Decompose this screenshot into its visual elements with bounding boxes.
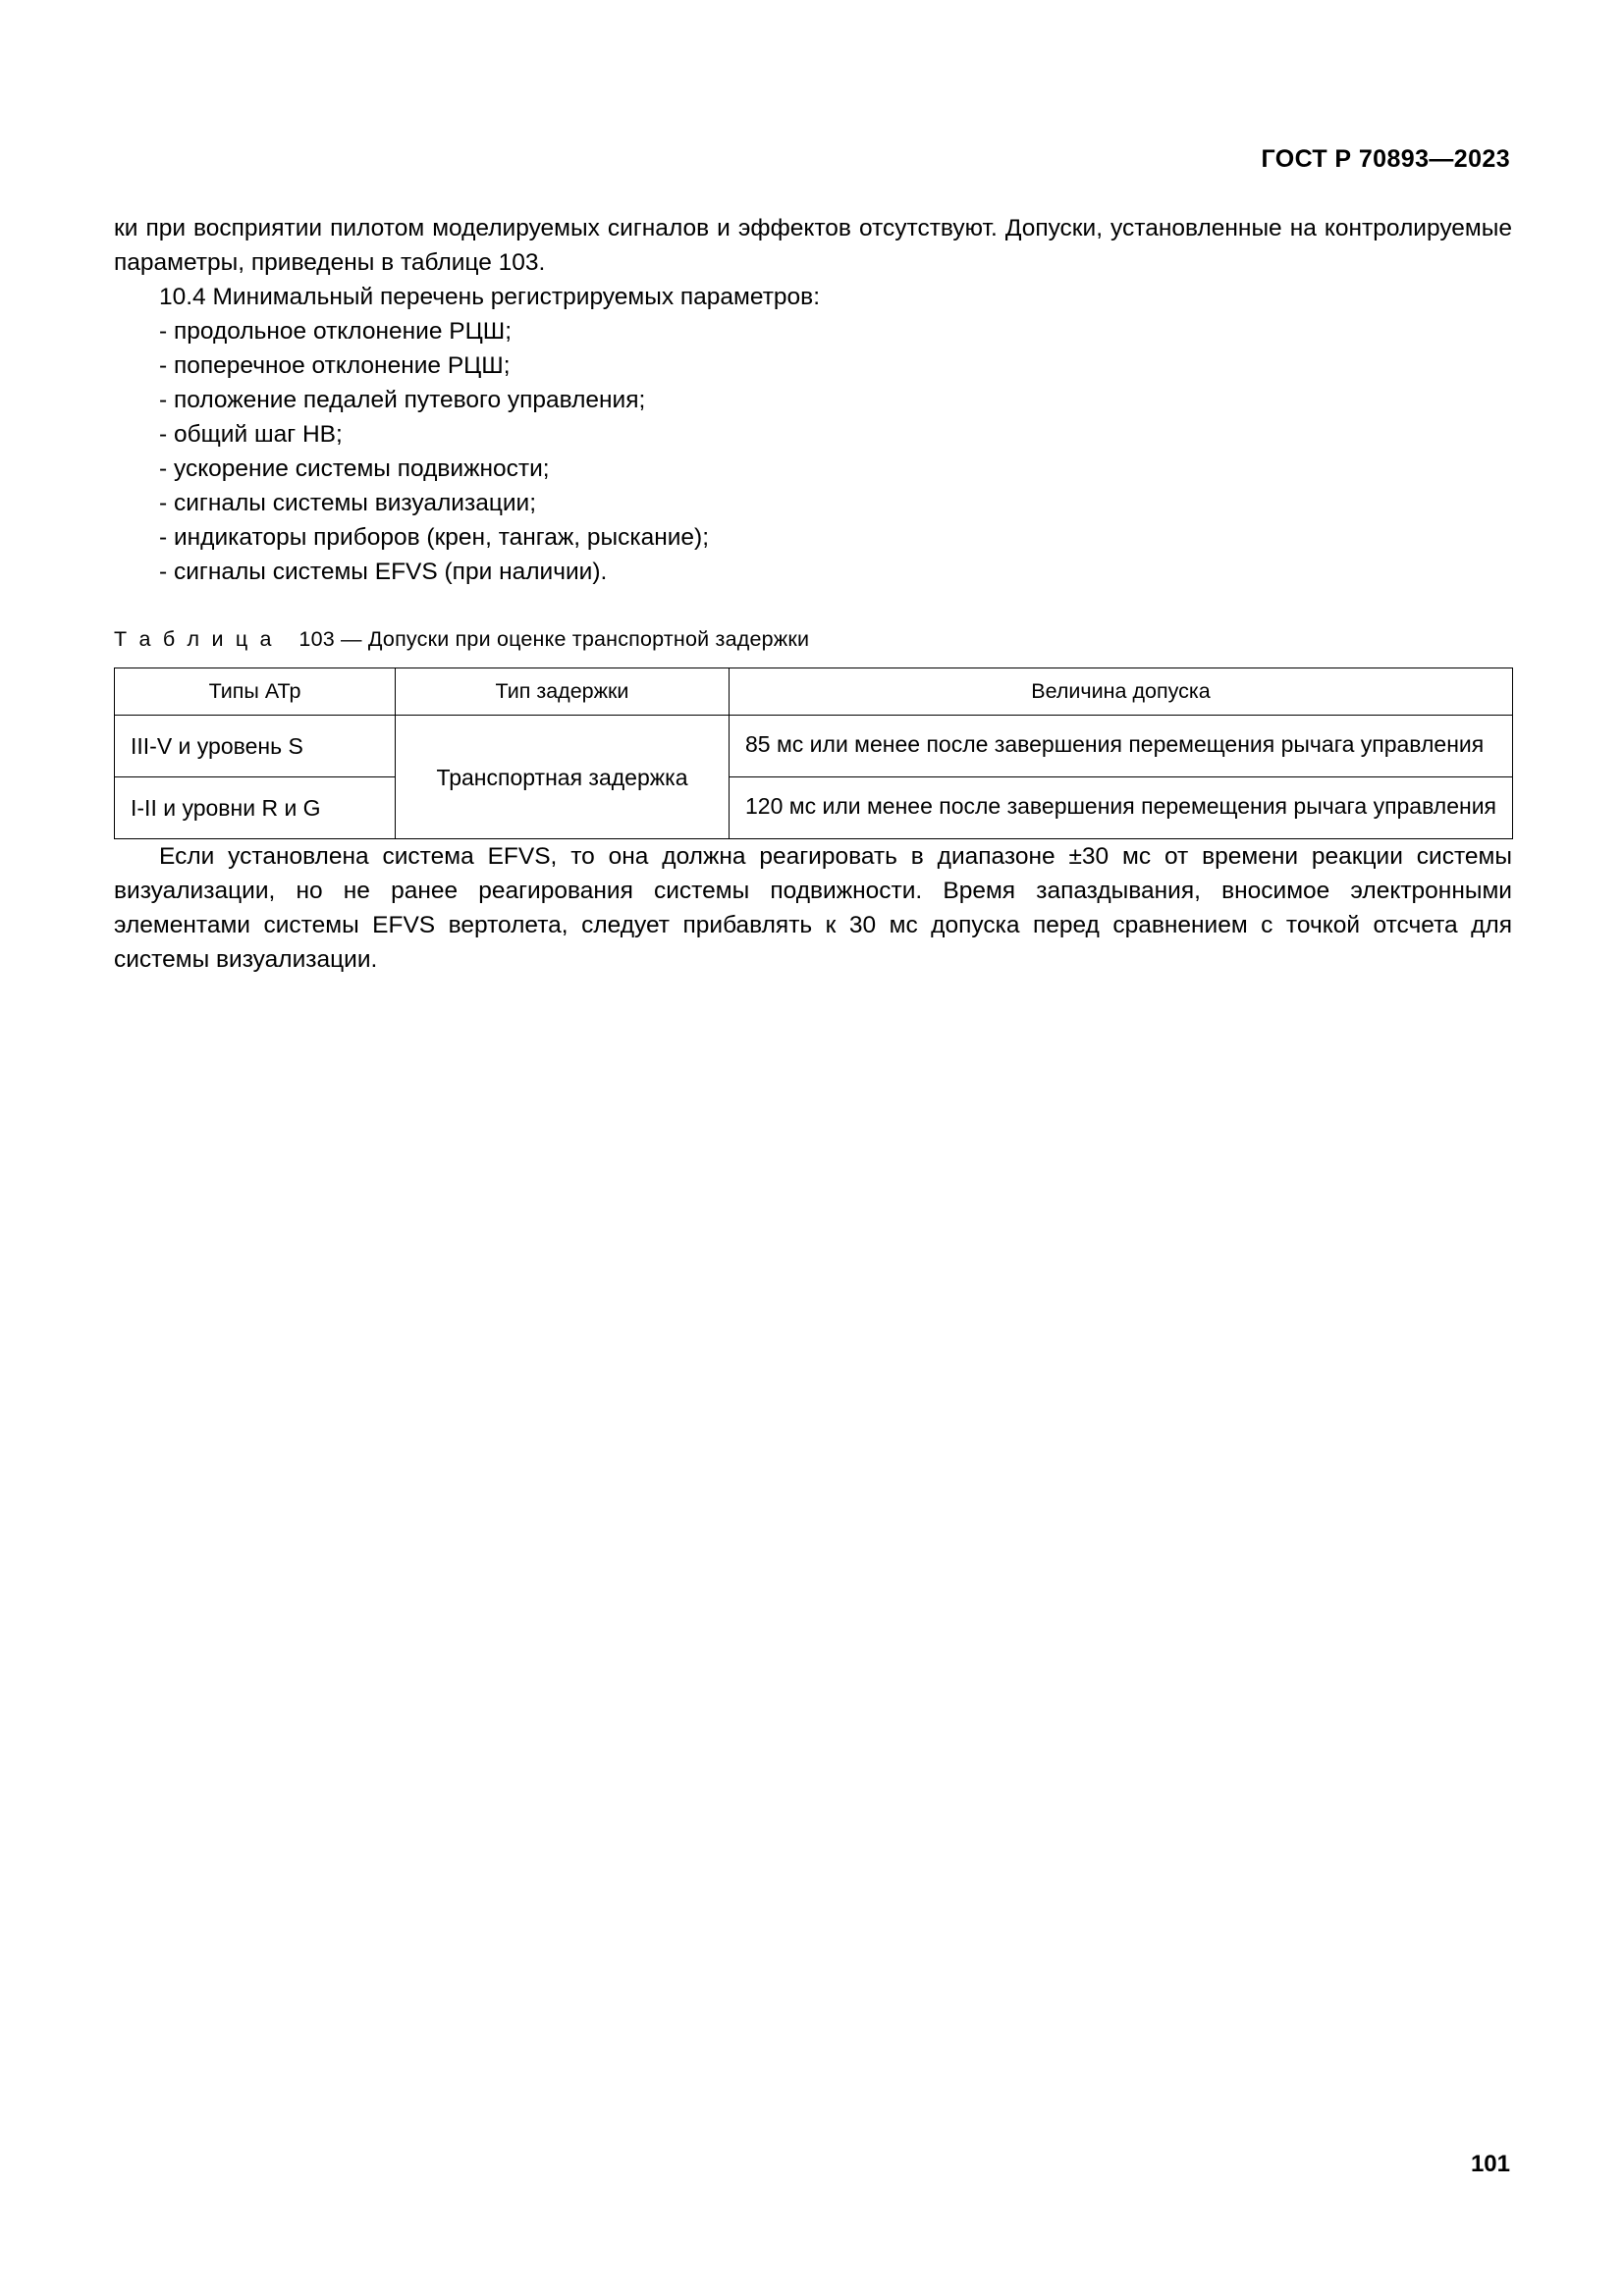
paragraph-section-10-4: 10.4 Минимальный перечень регистрируемых параметров: [159,284,820,310]
table-caption-label: Т а б л и ц а [114,627,275,651]
table-header-cell-atr-types: Типы АТр [115,668,396,716]
table-cell-tolerance: 120 мс или менее после завершения перемещения рычага управления [730,777,1513,839]
document-header-standard-number: ГОСТ Р 70893—2023 [1261,145,1510,173]
list-item: - ускорение системы подвижности; [159,455,550,482]
table-header-row [115,668,1513,716]
tolerance-table [114,667,1513,839]
table-cell-delay-type: Транспортная задержка [396,716,730,839]
list-item: - положение педалей путевого управления; [159,387,646,413]
table-caption-text: 103 — Допуски при оценке транспортной задержки [298,627,810,651]
table-cell-atr-type: III-V и уровень S [115,716,396,777]
page-number: 101 [1470,2151,1510,2177]
parameters-list [114,314,1512,589]
list-item: - общий шаг НВ; [159,421,343,448]
paragraph-intro: ки при восприятии пилотом моделируемых сигналов и эффектов отсутствуют. Допуски, установленные на контролируемые параметры, приведены в таблице 103. [114,215,1512,276]
list-item: - поперечное отклонение РЦШ; [159,352,511,379]
table-header-cell-tolerance-value: Величина допуска [730,668,1513,716]
list-item: - сигналы системы визуализации; [159,490,537,516]
document-body [114,211,1512,977]
table-header-cell-delay-type: Тип задержки [396,668,730,716]
list-item: - индикаторы приборов (крен, тангаж, рыскание); [159,524,710,551]
table-cell-atr-type: I-II и уровни R и G [115,777,396,839]
table-caption [114,624,1512,654]
list-item: - продольное отклонение РЦШ; [159,318,513,345]
list-item: - сигналы системы EFVS (при наличии). [159,559,608,585]
table-row [115,716,1513,777]
paragraph-efvs: Если установлена система EFVS, то она должна реагировать в диапазоне ±30 мс от времени реакции системы визуализации, но не ранее реагирования системы подвижности. Время запаздывания, вносимое электронными элементами системы EFVS вертолета, следует прибавлять к 30 мс допуска перед сравнением с точкой отсчета для системы визуализации. [114,843,1512,973]
table-cell-tolerance: 85 мс или менее после завершения перемещения рычага управления [730,716,1513,777]
table-row [115,777,1513,839]
